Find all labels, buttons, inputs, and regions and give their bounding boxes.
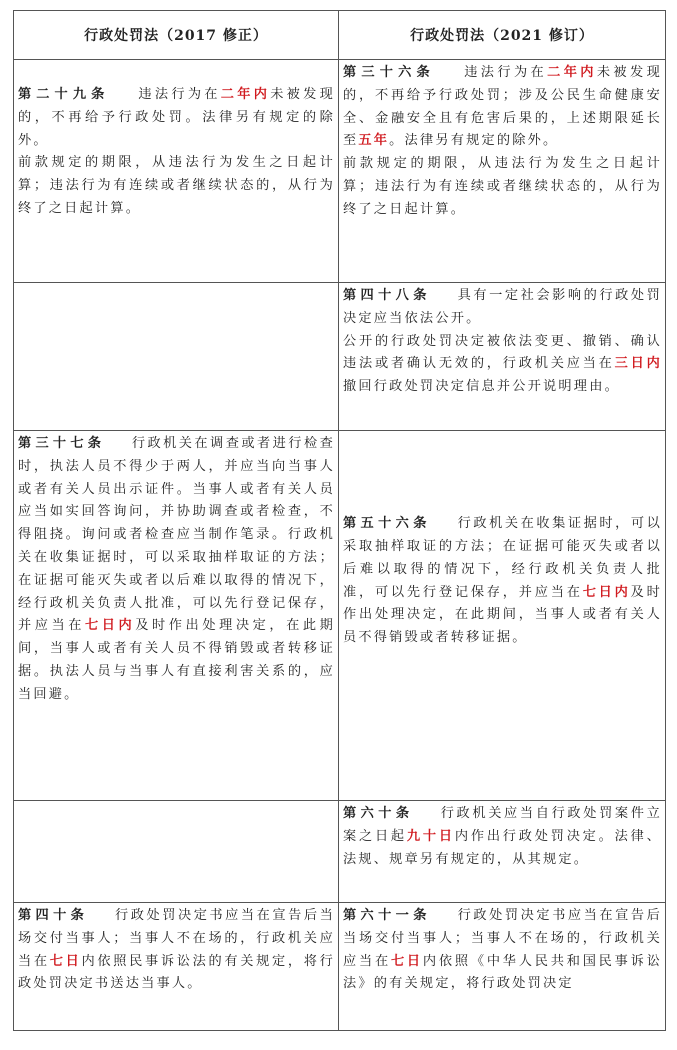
header-2017: 行政处罚法（2017 修正） — [14, 11, 339, 60]
highlight: 七日 — [390, 953, 423, 969]
paragraph: 第六十条 行政机关应当自行政处罚案件立案之日起九十日内作出行政处罚决定。法律、法规、规章另有规定的，从其规定。 — [343, 806, 662, 867]
article-number: 第四十八条 — [343, 288, 431, 303]
cell-2017 — [14, 60, 339, 283]
paragraph: 第三十七条 行政机关在调查或者进行检查时，执法人员不得少于两人，并应当向当事人或者有关人员出示证件。当事人或者有关人员应当如实回答询问，并协助调查或者检查，不得阻挠。询问或者检查应当制作笔录。行政机关在收集证据时，可以采取抽样取证的方法；在证据可能灭失或者以后难以取得的情况下，经行政机关负责人批准，可以先行登记保存，并应当在七日内及时作出处理决定，在此期间，当事人或者有关人员不得销毁或者转移证据。执法人员与当事人有直接利害关系的，应当回避。 — [18, 436, 335, 702]
highlight: 九十日 — [406, 828, 455, 844]
highlight: 七日内 — [85, 618, 136, 634]
paragraph: 前款规定的期限，从违法行为发生之日起计算；违法行为有连续或者继续状态的，从行为终了之日起计算。 — [18, 155, 335, 216]
header-2021: 行政处罚法（2021 修订） — [339, 11, 666, 60]
table-row — [14, 903, 666, 1031]
article-number: 第五十六条 — [343, 516, 431, 532]
highlight: 七日 — [49, 953, 82, 969]
article-number: 第二十九条 — [18, 87, 110, 102]
paragraph: 第五十六条 行政机关在收集证据时，可以采取抽样取证的方法；在证据可能灭失或者以后难以取得的情况下，经行政机关负责人批准，可以先行登记保存，并应当在七日内及时作出处理决定，在此期间，当事人或者有关人员不得销毁或者转移证据。 — [343, 516, 662, 646]
article-number: 第四十条 — [18, 908, 89, 923]
highlight: 五年 — [358, 133, 390, 149]
comparison-table — [13, 10, 666, 1031]
table-row — [14, 431, 666, 801]
cell-2021 — [339, 903, 666, 1031]
article-number: 第三十六条 — [343, 65, 435, 80]
paragraph: 公开的行政处罚决定被依法变更、撤销、确认违法或者确认无效的，行政机关应当在三日内撤回行政处罚决定信息并公开说明理由。 — [343, 333, 662, 395]
cell-2017-empty — [14, 801, 339, 903]
cell-2021 — [339, 431, 666, 801]
header-row — [14, 11, 666, 60]
article-number: 第三十七条 — [18, 436, 106, 451]
article-number: 第六十条 — [343, 806, 414, 821]
paragraph: 第四十八条 具有一定社会影响的行政处罚决定应当依法公开。 — [343, 288, 662, 326]
paragraph: 前款规定的期限，从违法行为发生之日起计算；违法行为有连续或者继续状态的，从行为终了之日起计算。 — [343, 156, 662, 217]
cell-2021 — [339, 283, 666, 431]
paragraph: 第二十九条 违法行为在二年内未被发现的，不再给予行政处罚。法律另有规定的除外。 — [18, 87, 336, 148]
highlight: 二年内 — [220, 87, 271, 102]
article-number: 第六十一条 — [343, 908, 431, 923]
cell-2021 — [339, 801, 666, 903]
paragraph: 第六十一条 行政处罚决定书应当在宣告后当场交付当事人；当事人不在场的，行政机关应当在七日内依照《中华人民共和国民事诉讼法》的有关规定，将行政处罚决定 — [343, 908, 662, 992]
cell-2017 — [14, 903, 339, 1031]
highlight: 二年内 — [547, 65, 597, 80]
paragraph: 第三十六条 违法行为在二年内未被发现的，不再给予行政处罚；涉及公民生命健康安全、金融安全且有危害后果的，上述期限延长至五年。法律另有规定的除外。 — [343, 65, 662, 149]
cell-2017 — [14, 431, 339, 801]
table-row — [14, 801, 666, 903]
table-row — [14, 60, 666, 283]
paragraph: 第四十条 行政处罚决定书应当在宣告后当场交付当事人；当事人不在场的，行政机关应当在七日内依照民事诉讼法的有关规定，将行政处罚决定书送达当事人。 — [18, 908, 335, 992]
highlight: 三日内 — [614, 356, 662, 372]
cell-2021 — [339, 60, 666, 283]
highlight: 七日内 — [582, 584, 631, 600]
cell-2017-empty — [14, 283, 339, 431]
table-row — [14, 283, 666, 431]
